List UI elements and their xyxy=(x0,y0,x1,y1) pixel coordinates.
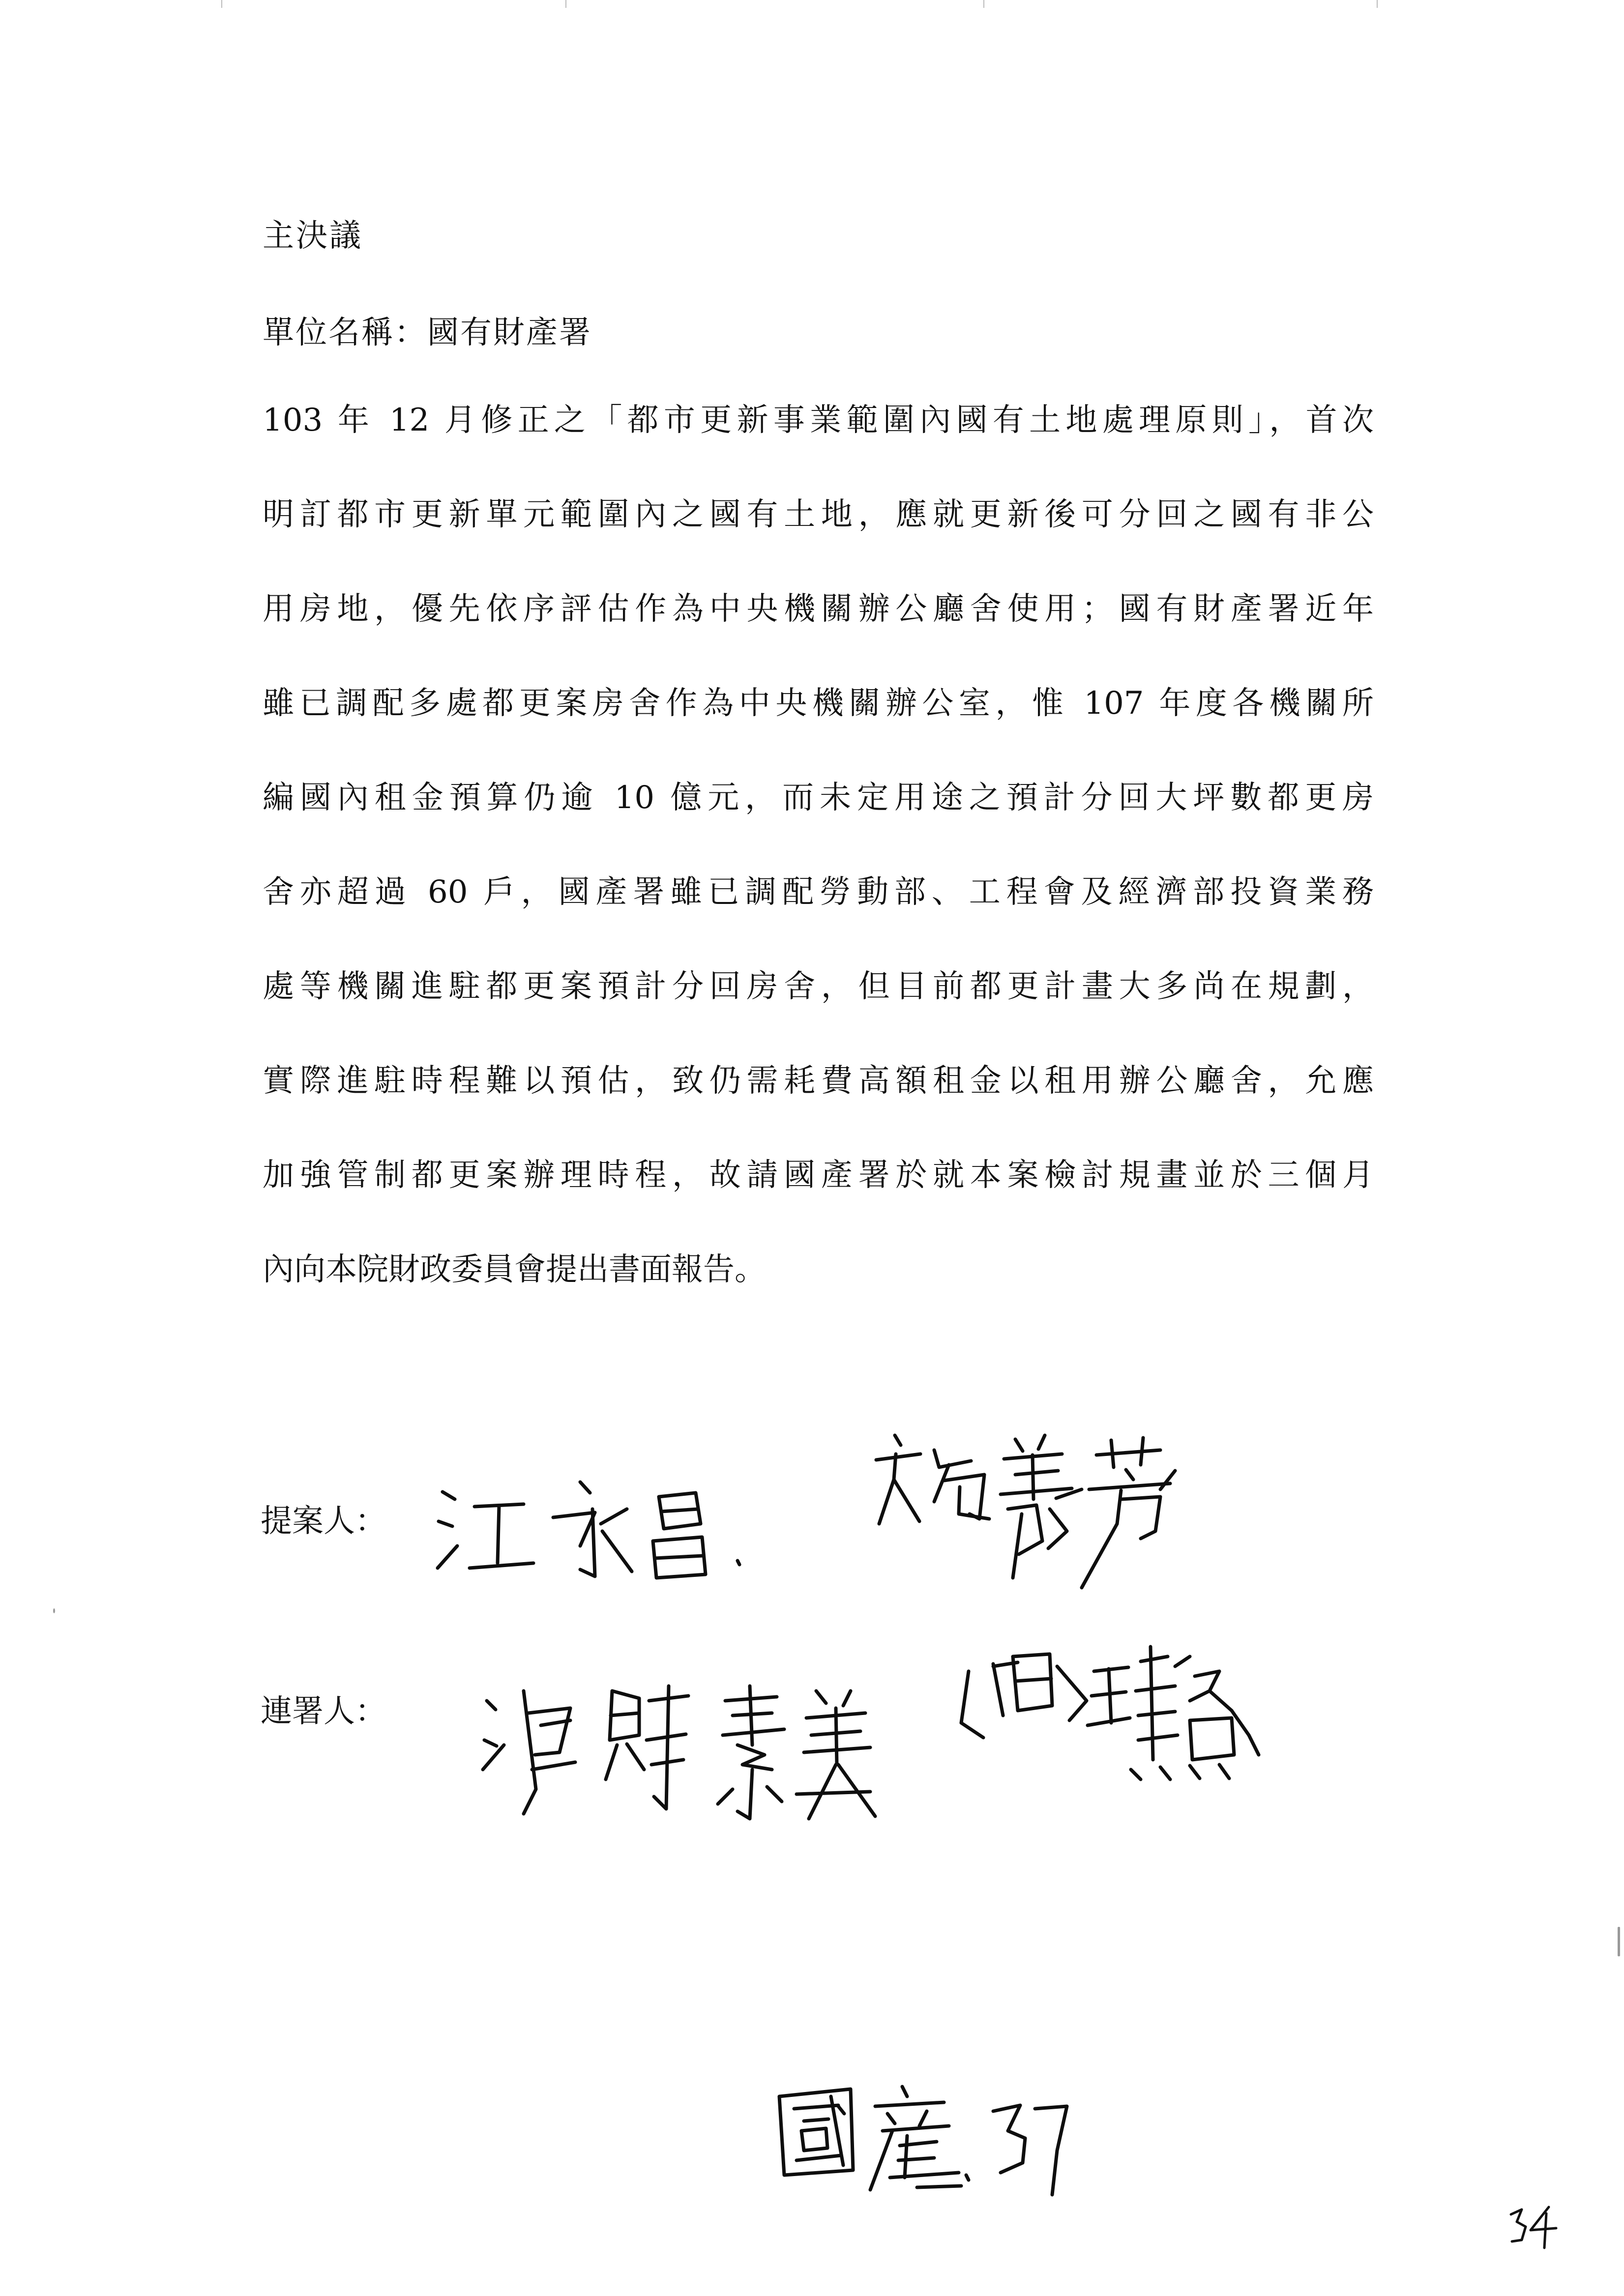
scan-mark xyxy=(565,0,566,8)
handwritten-reference-note xyxy=(769,2077,1089,2205)
body-line: 加強管制都更案辦理時程，故請國產署於就本案檢討規畫並於三個月 xyxy=(263,1157,1374,1193)
cosigner-label: 連署人： xyxy=(261,1693,386,1730)
body-line: 編國內租金預算仍逾 10 億元，而未定用途之預計分回大坪數都更房 xyxy=(263,780,1374,816)
body-line: 103 年 12 月修正之「都市更新事業範圍內國有土地處理原則」，首次 xyxy=(263,402,1374,438)
scan-mark xyxy=(983,0,984,8)
scan-mark xyxy=(221,0,222,8)
body-line: 內向本院財政委員會提出書面報告。 xyxy=(263,1251,766,1288)
body-line: 用房地，優先依序評估作為中央機關辦公廳舍使用；國有財產署近年 xyxy=(263,591,1374,627)
resolution-body xyxy=(263,401,1374,1344)
scan-mark xyxy=(1377,0,1378,8)
scan-speck xyxy=(1618,1927,1620,1956)
body-line: 明訂都市更新單元範圍內之國有土地，應就更新後可分回之國有非公 xyxy=(263,496,1374,533)
document-title: 主決議 xyxy=(263,218,363,254)
cosigner-signature-2 xyxy=(944,1637,1259,1833)
body-line: 實際進駐時程難以預估，致仍需耗費高額租金以租用辦公廳舍，允應 xyxy=(263,1063,1374,1099)
cosigner-signature-1 xyxy=(477,1671,919,1833)
proposer-label: 提案人： xyxy=(261,1503,386,1540)
page-number xyxy=(1507,2200,1561,2249)
body-line: 處等機關進駐都更案預計分回房舍，但目前都更計畫大多尚在規劃， xyxy=(263,968,1374,1005)
proposer-signature-1 xyxy=(433,1462,826,1590)
body-line: 雖已調配多處都更案房舍作為中央機關辦公室，惟 107 年度各機關所 xyxy=(263,685,1374,722)
proposer-signature-2 xyxy=(865,1425,1210,1593)
unit-name-line: 單位名稱：國有財產署 xyxy=(263,315,592,351)
body-line: 舍亦超過 60 戶，國產署雖已調配勞動部、工程會及經濟部投資業務 xyxy=(263,874,1374,910)
scan-speck xyxy=(53,1608,55,1613)
